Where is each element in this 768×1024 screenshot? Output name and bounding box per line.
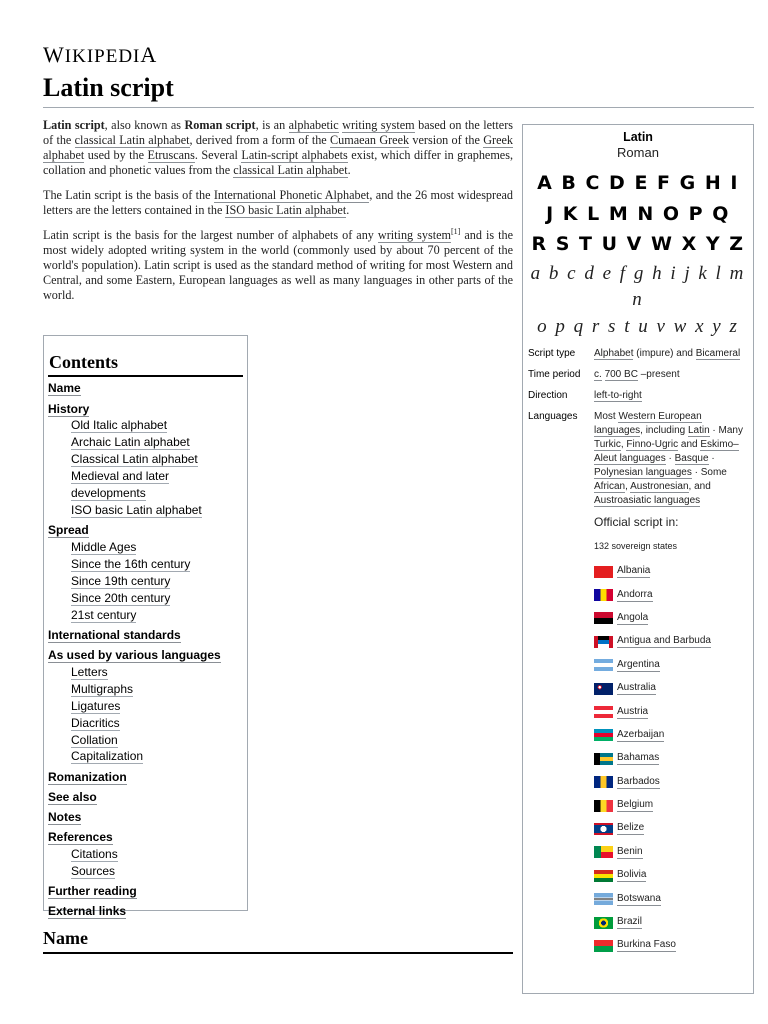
austria-flag-icon [594,706,613,718]
toc-subitem-label: Capitalization [71,749,144,764]
article-intro [43,118,513,313]
infobox-title: Latin [623,130,653,144]
toc-subitem-label: Medieval and later developments [71,469,170,500]
infobox-row-label: Script type [528,348,576,359]
toc-subitem[interactable] [71,539,243,556]
country-name: Belgium [617,799,654,811]
text-run: Most [594,411,619,422]
toc-subitem-label: Archaic Latin alphabet [71,435,190,450]
text-run: (impure) and [633,348,696,359]
toc-subitem[interactable] [71,863,243,880]
toc-subitem-label: ISO basic Latin alphabet [71,502,202,517]
toc-sublist [48,846,243,880]
country-name: Burkina Faso [617,939,676,951]
toc-subitem[interactable] [71,698,243,715]
bold-term: Latin script [43,118,105,132]
toc-subitem-label: Middle Ages [71,540,137,554]
infobox-row [523,389,753,403]
text-run: · Some [691,467,727,478]
toc-item[interactable] [48,769,243,786]
text-run: , [620,439,627,450]
text-run: . [347,163,351,177]
article-link[interactable]: Bicameral [695,348,741,359]
text-run: based on the letters of the [43,118,514,147]
burkina-flag-icon [594,940,613,952]
article-link[interactable]: African [594,481,626,492]
infobox-row-value [594,347,744,361]
text-run: , and the 26 most widespread letters are the letters contained in the [43,188,513,217]
country-name: Andorra [617,588,653,600]
bolivia-flag-icon [594,870,613,882]
article-link[interactable]: Finno-Ugric [626,439,679,450]
text-run: and [678,439,701,450]
toc-item[interactable] [48,522,243,623]
article-link[interactable]: Basque [674,453,709,464]
infobox-rows [523,347,753,508]
andorra-flag-icon [594,589,613,601]
toc-title: Contents [48,352,243,377]
infobox-row-value [594,410,744,508]
country-name: Azerbaijan [617,728,665,740]
toc-subitem-label: Old Italic alphabet [71,418,168,433]
infobox-row-value [594,389,744,403]
brazil-flag-icon [594,917,613,929]
intro-paragraph-3 [43,228,513,303]
toc-subitem-label: Sources [71,864,116,878]
botswana-flag-icon [594,893,613,905]
article-link[interactable]: Latin [687,425,710,436]
country-item[interactable] [594,677,753,700]
toc-subitem[interactable] [71,590,243,607]
toc-item-label: Further reading [48,884,137,899]
article-link[interactable]: Western European languages [594,411,702,436]
article-link[interactable]: classical Latin alphabet [233,163,348,177]
angola-flag-icon [594,612,613,624]
text-run: used by the [84,148,148,162]
toc-subitem-label: Since the 16th century [71,556,191,571]
article-link[interactable]: Polynesian languages [594,467,692,478]
infobox-row-label: Time period [528,369,581,380]
toc-item[interactable] [48,627,243,644]
toc-subitem[interactable] [71,468,243,502]
toc-item[interactable] [48,809,243,826]
text-run: version of the [409,133,484,147]
text-run: The Latin script is the basis of the [43,188,214,202]
toc-item-label: Spread [48,523,89,538]
country-name: Antigua and Barbuda [617,635,711,647]
article-link[interactable]: left-to-right [594,390,642,401]
country-item[interactable] [594,911,753,934]
toc-subitem[interactable] [71,664,243,681]
azerbaijan-flag-icon [594,729,613,741]
infobox-row-label: Direction [528,390,568,401]
toc-sublist [48,417,243,518]
toc-subitem[interactable] [71,715,243,732]
argentina-flag-icon [594,659,613,671]
australia-flag-icon [594,683,613,695]
text-run: –present [637,369,680,380]
toc-subitem-label: Multigraphs [71,681,134,696]
country-name: Benin [617,845,643,857]
text-run: . Several [194,148,242,162]
toc-subitem[interactable] [71,681,243,698]
article-link[interactable]: writing system [342,118,415,132]
toc-subitem-label: Classical Latin alphabet [71,452,198,467]
table-of-contents [43,335,248,919]
text-run: exist, which differ in graphemes, collation and phonetic values from the [43,148,514,177]
text-run: · [665,453,675,464]
bold-term: Roman script [184,118,256,132]
country-name: Austria [617,705,649,717]
text-run: Latin script is the basis for the largest number of alphabets of any [43,228,378,242]
toc-item[interactable] [48,789,243,806]
country-name: Barbados [617,775,660,787]
toc-subitem-label: 21st century [71,607,137,622]
section-heading-name: Name [43,928,88,948]
text-run: , derived from a form of the [189,133,330,147]
citation-link[interactable]: [1] [451,226,461,236]
article-link[interactable]: c. [594,369,602,380]
antigua-flag-icon [594,636,613,648]
country-name: Angola [617,611,649,623]
article-link[interactable]: Cumaean Greek [330,133,410,147]
uppercase-line-3: R S T U V W X Y Z [531,233,745,255]
text-run: · [708,453,715,464]
country-item[interactable] [594,747,753,770]
article-link[interactable]: Turkic [594,439,621,450]
lowercase-line-2: o p q r s t u v w x y z [537,315,739,337]
article-link[interactable]: classical Latin alphabet [74,133,190,147]
infobox-subtitle: Roman [617,145,659,160]
infobox-row [523,410,753,508]
toc-item-label: Name [48,381,81,396]
uppercase-line-1: A B C D E F G H I [537,172,739,194]
article-link[interactable]: International Phonetic Alphabet [213,188,370,202]
toc-item-label: Notes [48,810,82,825]
article-link[interactable]: Eskimo–Aleut languages [594,439,739,464]
country-name: Botswana [617,892,661,904]
toc-subitem[interactable] [71,573,243,590]
toc-subitem-label: Since 20th century [71,590,171,605]
country-item[interactable] [594,630,753,653]
belgium-flag-icon [594,800,613,812]
article-link[interactable]: ISO basic Latin alphabet [225,203,347,217]
toc-subitem-label: Diacritics [71,715,120,730]
uppercase-alphabet [523,168,753,260]
country-name: Argentina [617,658,660,670]
article-link[interactable]: Etruscans [147,148,195,162]
toc-subitem-label: Citations [71,847,118,862]
belize-flag-icon [594,823,613,835]
country-item[interactable] [594,887,753,910]
infobox-row-value [594,368,744,382]
text-run: . [346,203,350,217]
country-name: Albania [617,565,651,577]
toc-sublist [48,664,243,765]
toc-list [48,380,243,920]
toc-subitem[interactable] [71,417,243,434]
text-run: , [625,481,631,492]
country-name: Australia [617,682,656,694]
section-divider [43,952,513,954]
article-link[interactable]: alphabetic [288,118,339,132]
toc-subitem[interactable] [71,748,243,765]
albania-flag-icon [594,566,613,578]
page-title: Latin script [43,73,174,102]
toc-item[interactable] [48,883,243,900]
country-item[interactable] [594,841,753,864]
country-item[interactable] [594,771,753,794]
country-item[interactable] [594,864,753,887]
lowercase-line-1: a b c d e f g h i j k l m n [530,262,746,310]
country-item[interactable] [594,794,753,817]
article-link[interactable]: Greek alphabet [43,133,513,162]
toc-subitem[interactable] [71,502,243,519]
toc-item[interactable] [48,829,243,880]
toc-subitem[interactable] [71,434,243,451]
toc-item[interactable] [48,380,243,397]
bahamas-flag-icon [594,753,613,765]
intro-paragraph-1 [43,118,513,178]
country-list [523,560,753,958]
text-run: , also known as [104,118,185,132]
toc-subitem[interactable] [71,607,243,624]
country-item[interactable] [594,724,753,747]
toc-item-label: History [48,401,90,416]
country-item[interactable] [594,654,753,677]
toc-subitem-label: Collation [71,732,118,747]
infobox [522,124,754,994]
infobox-row [523,368,753,382]
country-item[interactable] [594,700,753,723]
article-link[interactable]: 700 BC [604,369,638,380]
toc-sublist [48,539,243,624]
country-item[interactable] [594,560,753,583]
article-link[interactable]: Alphabet [594,348,634,359]
benin-flag-icon [594,846,613,858]
toc-item-label: See also [48,789,97,804]
country-item[interactable] [594,583,753,606]
uppercase-line-2: J K L M N O P Q [546,202,730,225]
toc-subitem[interactable] [71,732,243,749]
toc-item[interactable] [48,401,243,519]
intro-paragraph-2 [43,188,513,218]
text-run: and is the most widely adopted writing system in the world (commonly used by about 70 percent of the world's population). Latin script is used as the standard method of writing for most Western and Central, and some Eastern, European languages as well as many languages in other parts of the world. [43,228,513,302]
toc-subitem-label: Letters [71,664,108,679]
article-link[interactable]: writing system [377,228,451,242]
title-divider [43,107,754,108]
toc-item-label: Romanization [48,769,127,784]
lowercase-alphabet [523,261,753,341]
wikipedia-wordmark[interactable]: WIKIPEDIA [43,42,158,67]
country-name: Bahamas [617,752,660,764]
toc-item-label: References [48,830,113,845]
sovereign-states-count: 132 sovereign states [594,541,678,551]
country-name: Brazil [617,916,643,928]
toc-subitem-label: Since 19th century [71,573,171,588]
article-link[interactable]: Latin-script alphabets [241,148,348,162]
official-script-label: Official script in: [594,515,679,529]
country-item[interactable] [594,817,753,840]
toc-item-label: As used by various languages [48,648,221,663]
toc-item[interactable] [48,903,243,920]
country-item[interactable] [594,607,753,630]
toc-subitem[interactable] [71,556,243,573]
article-link[interactable]: Austroasiatic languages [594,495,701,506]
infobox-row [523,347,753,361]
infobox-row-label: Languages [528,411,578,422]
barbados-flag-icon [594,776,613,788]
toc-item-label: International standards [48,627,181,642]
text-run: , including [640,425,688,436]
toc-subitem[interactable] [71,846,243,863]
toc-item-label: External links [48,904,127,919]
text-run: · Many [709,425,743,436]
country-name: Belize [617,822,645,834]
text-run: , is an [255,118,289,132]
toc-subitem-label: Ligatures [71,698,121,713]
country-item[interactable] [594,934,753,957]
article-link[interactable]: Austronesian [630,481,689,492]
text-run: , and [688,481,711,492]
toc-subitem[interactable] [71,451,243,468]
toc-item[interactable] [48,647,243,765]
country-name: Bolivia [617,869,647,881]
